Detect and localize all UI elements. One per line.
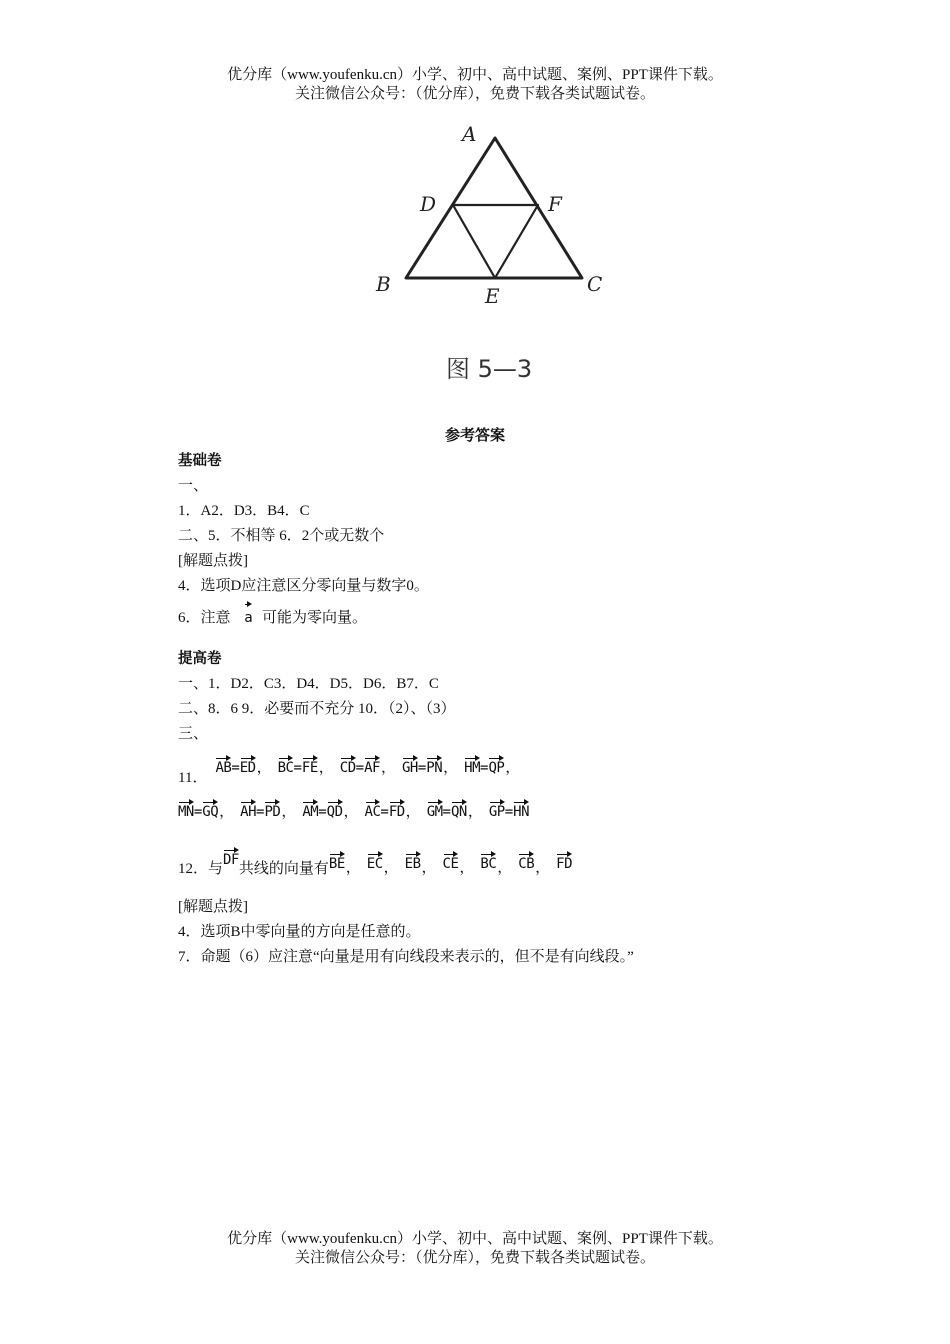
q11-row1-pair (215, 760, 255, 776)
footer-line-2: 关注微信公众号：（优分库），免费下载各类试题试卷。 (294, 1250, 655, 1266)
vector-qd: QD (326, 804, 343, 820)
basic-section (178, 449, 429, 631)
advanced-part2: 二、8．6 9．必要而不充分 10．（2）、（3） (178, 701, 456, 717)
basic-part1-answers: 1．A2．D3．B4．C (178, 503, 310, 519)
advanced-tip-7: 7．命题（6）应注意“向量是用有向线段来表示的，但不是有向线段。” (178, 949, 634, 965)
separator: ， (343, 804, 359, 820)
q11-row2-pair (178, 804, 218, 820)
page-header (0, 66, 950, 104)
separator: ， (380, 760, 396, 776)
vector-af: AF (364, 760, 380, 776)
advanced-part1: 一、1．D2．C3．D4．D5．D6．B7．C (178, 676, 439, 692)
separator: ， (383, 860, 399, 876)
header-line-1: 优分库（www.youfenku.cn）小学、初中、高中试题、案例、PPT课件下载。 (227, 67, 723, 83)
equals-sign: = (355, 760, 365, 776)
q11-row1-pair (402, 760, 442, 776)
separator: ， (459, 860, 475, 876)
label-c: C (587, 272, 603, 296)
q11-row2-pair (427, 804, 467, 820)
advanced-section (178, 647, 456, 747)
q12-prefix: 12．与 (178, 861, 224, 877)
vector-a: a (244, 604, 252, 631)
separator: ， (318, 760, 334, 776)
vector-be: BE (328, 856, 345, 872)
vector-gp: GP (488, 804, 505, 820)
page-footer (0, 1230, 950, 1268)
advanced-part3-label: 三、 (178, 726, 209, 742)
q12-middle: 共线的向量有 (238, 861, 329, 877)
q11-row2-pair (302, 804, 342, 820)
separator: ， (467, 804, 483, 820)
vector-ab: AB (215, 760, 232, 776)
vector-ah: AH (240, 804, 257, 820)
basic-tips-label: [解题点拨] (178, 553, 248, 569)
vector-ec: EC (366, 856, 383, 872)
vector-qn: QN (450, 804, 467, 820)
vector-bc: BC (480, 856, 497, 872)
vector-ce: CE (442, 856, 459, 872)
separator: ， (219, 804, 235, 820)
vector-fd: FD (556, 856, 572, 872)
vector-df: DF (223, 852, 239, 868)
basic-part1-label: 一、 (178, 478, 209, 494)
separator: ， (405, 804, 421, 820)
separator: ， (345, 860, 361, 876)
equals-sign: = (417, 760, 427, 776)
figure-caption: 图 5—3 (446, 355, 533, 383)
vector-am: AM (302, 804, 319, 820)
vector-fe: FE (301, 760, 318, 776)
vector-cd: CD (339, 760, 356, 776)
q11-row2-pair (365, 804, 405, 820)
q12-line (178, 852, 572, 877)
vector-fd: FD (388, 804, 405, 820)
separator: ， (443, 760, 459, 776)
vector-hm: HM (464, 760, 480, 776)
q11-row2-pair (240, 804, 280, 820)
vector-qp: QP (488, 760, 505, 776)
tip6-prefix: 6．注意 (178, 610, 231, 626)
separator: ， (505, 760, 521, 776)
equals-sign: = (256, 804, 265, 820)
vector-hn: HN (513, 804, 530, 820)
equals-sign: = (318, 804, 327, 820)
vector-gh: GH (401, 760, 418, 776)
tip6-suffix: 可能为零向量。 (261, 610, 367, 626)
vector-eb: EB (404, 856, 421, 872)
vector-pd: PD (264, 804, 281, 820)
label-d: D (420, 192, 437, 216)
equals-sign: = (480, 760, 489, 776)
separator: ， (497, 860, 513, 876)
label-a: A (462, 122, 477, 146)
header-line-2: 关注微信公众号：（优分库），免费下载各类试题试卷。 (294, 86, 655, 102)
q11-row-2 (178, 800, 529, 821)
footer-line-1: 优分库（www.youfenku.cn）小学、初中、高中试题、案例、PPT课件下载。 (227, 1231, 723, 1247)
triangle-def (453, 205, 538, 278)
vector-mn: MN (178, 804, 194, 820)
separator: ， (256, 760, 272, 776)
vector-gq: GQ (202, 804, 219, 820)
advanced-heading: 提高卷 (178, 651, 222, 667)
label-f: F (548, 192, 562, 216)
equals-sign: = (380, 804, 389, 820)
q11-row2-pair (489, 804, 529, 820)
q11-row1-pair (278, 760, 318, 776)
vector-pn: PN (426, 760, 443, 776)
vector-ed: ED (239, 760, 256, 776)
advanced-tips-label: [解题点拨] (178, 899, 248, 915)
equals-sign: = (504, 804, 514, 820)
basic-tip-6 (178, 604, 429, 631)
separator: ， (421, 860, 437, 876)
advanced-tip-4: 4．选项B中零向量的方向是任意的。 (178, 924, 421, 940)
basic-heading: 基础卷 (178, 453, 222, 469)
vector-bc: BC (277, 760, 294, 776)
q11-row-1 (178, 756, 526, 786)
separator: ， (281, 804, 297, 820)
vector-cb: CB (518, 856, 535, 872)
triangle-figure (360, 115, 620, 395)
basic-part2: 二、5．不相等 6．2个或无数个 (178, 528, 385, 544)
q11-row1-pair (464, 760, 504, 776)
label-b: B (376, 272, 391, 296)
advanced-tips (178, 895, 634, 970)
equals-sign: = (193, 804, 203, 820)
equals-sign: = (231, 760, 240, 776)
q11-row1-pair (340, 760, 380, 776)
basic-tip-4: 4．选项D应注意区分零向量与数字0。 (178, 578, 429, 594)
q11-label: 11． (178, 770, 208, 786)
separator: ， (535, 860, 551, 876)
label-e: E (485, 284, 500, 308)
equals-sign: = (442, 804, 451, 820)
answers-title: 参考答案 (444, 426, 505, 444)
vector-gm: GM (426, 804, 443, 820)
vector-ac: AC (364, 804, 381, 820)
equals-sign: = (293, 760, 302, 776)
